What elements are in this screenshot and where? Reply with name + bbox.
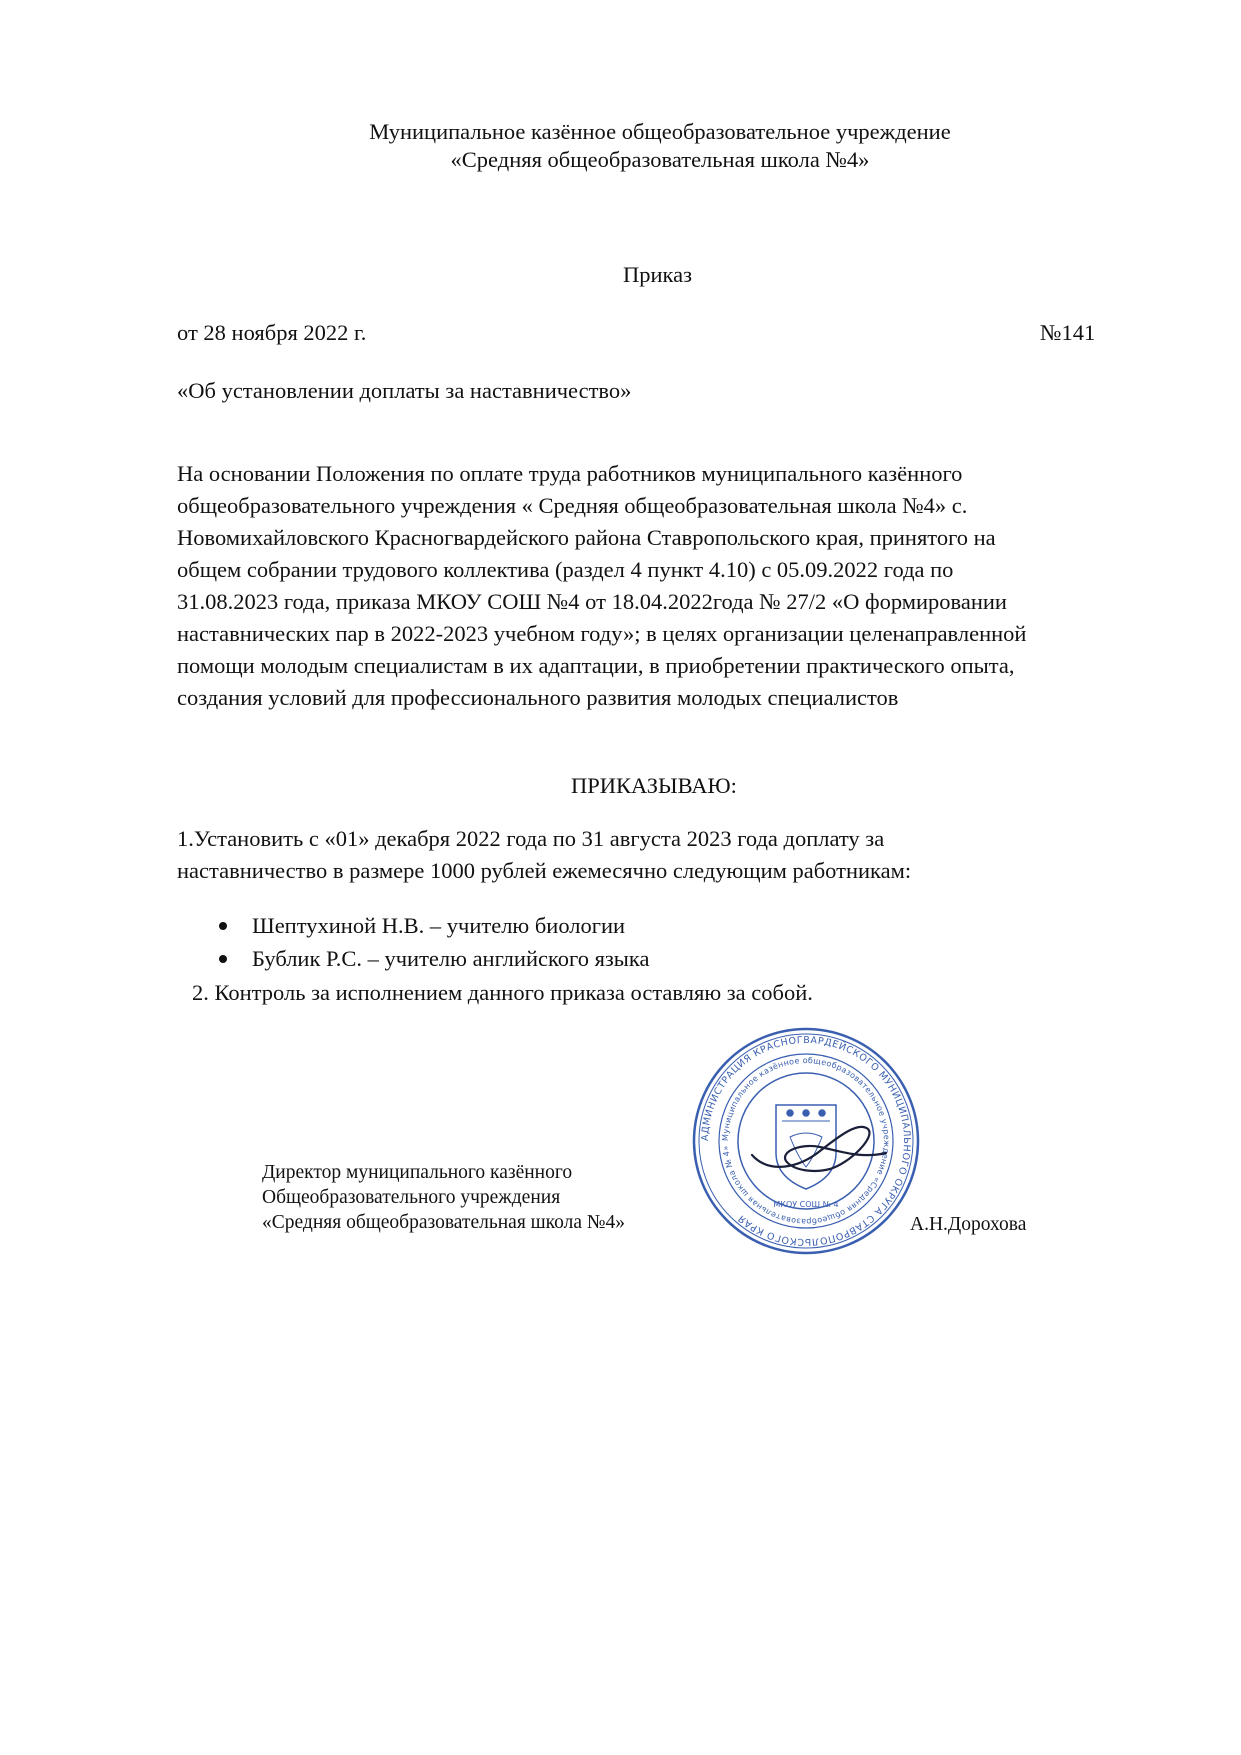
order-title: Приказ (623, 262, 693, 287)
svg-text:АДМИНИСТРАЦИЯ КРАСНОГВАРДЕЙСКО (700, 1035, 912, 1247)
order-number: №141 (1040, 320, 1096, 345)
director-name: А.Н.Дорохова (910, 1214, 1027, 1235)
order-subject: «Об установлении доплаты за наставничество» (177, 378, 632, 403)
signature-title-line: «Средняя общеобразовательная школа №4» (262, 1212, 626, 1233)
bullet-icon (219, 955, 227, 963)
list-item: Бублик Р.С. – учителю английского языка (252, 946, 650, 971)
item-1-line: наставничество в размере 1000 рублей ежемесячно следующим работникам: (177, 858, 912, 883)
command-word: ПРИКАЗЫВАЮ: (571, 773, 737, 798)
seal-outer-text: АДМИНИСТРАЦИЯ КРАСНОГВАРДЕЙСКОГО МУНИЦИПАЛЬНОГО ОКРУГА СТАВРОПОЛЬСКОГО КРАЯ (699, 1034, 913, 1248)
handwritten-signature (752, 1127, 886, 1171)
preamble-line: помощи молодым специалистам в их адаптации, в приобретении практического опыта, (177, 653, 1015, 678)
list-item: Шептухиной Н.В. – учителю биологии (252, 913, 626, 938)
seal-center-text: МКОУ СОШ № 4 (773, 1200, 839, 1209)
official-seal-icon (690, 1025, 922, 1257)
item-1-line: 1.Установить с «01» декабря 2022 года по 31 августа 2023 года доплату за (177, 826, 885, 851)
preamble-line: 31.08.2023 года, приказа МКОУ СОШ №4 от 18.04.2022года № 27/2 «О формировании (177, 589, 1007, 614)
preamble-line: общем собрании трудового коллектива (раздел 4 пункт 4.10) с 05.09.2022 года по (177, 557, 954, 582)
preamble-line: На основании Положения по оплате труда работников муниципального казённого (177, 461, 963, 486)
preamble-line: создания условий для профессионального развития молодых специалистов (177, 685, 899, 710)
bullet-icon (219, 922, 227, 930)
preamble-line: Новомихайловского Красногвардейского района Ставропольского края, принятого на (177, 525, 996, 550)
org-name-line-1: Муниципальное казённое общеобразовательное учреждение (369, 119, 951, 144)
item-2: 2. Контроль за исполнением данного приказа оставляю за собой. (192, 980, 813, 1005)
org-name-line-2: «Средняя общеобразовательная школа №4» (450, 147, 870, 172)
order-date: от 28 ноября 2022 г. (177, 320, 367, 345)
signature-title-line: Общеобразовательного учреждения (262, 1187, 561, 1208)
seal-inner-text: Муниципальное казённое общеобразовательное учреждение «Средняя общеобразовательная школа № 4» (720, 1055, 892, 1227)
signature-title-line: Директор муниципального казённого (262, 1162, 573, 1183)
preamble-line: наставнических пар в 2022-2023 учебном году»; в целях организации целенаправленной (177, 621, 1027, 646)
preamble-line: общеобразовательного учреждения « Средняя общеобразовательная школа №4» с. (177, 493, 968, 518)
